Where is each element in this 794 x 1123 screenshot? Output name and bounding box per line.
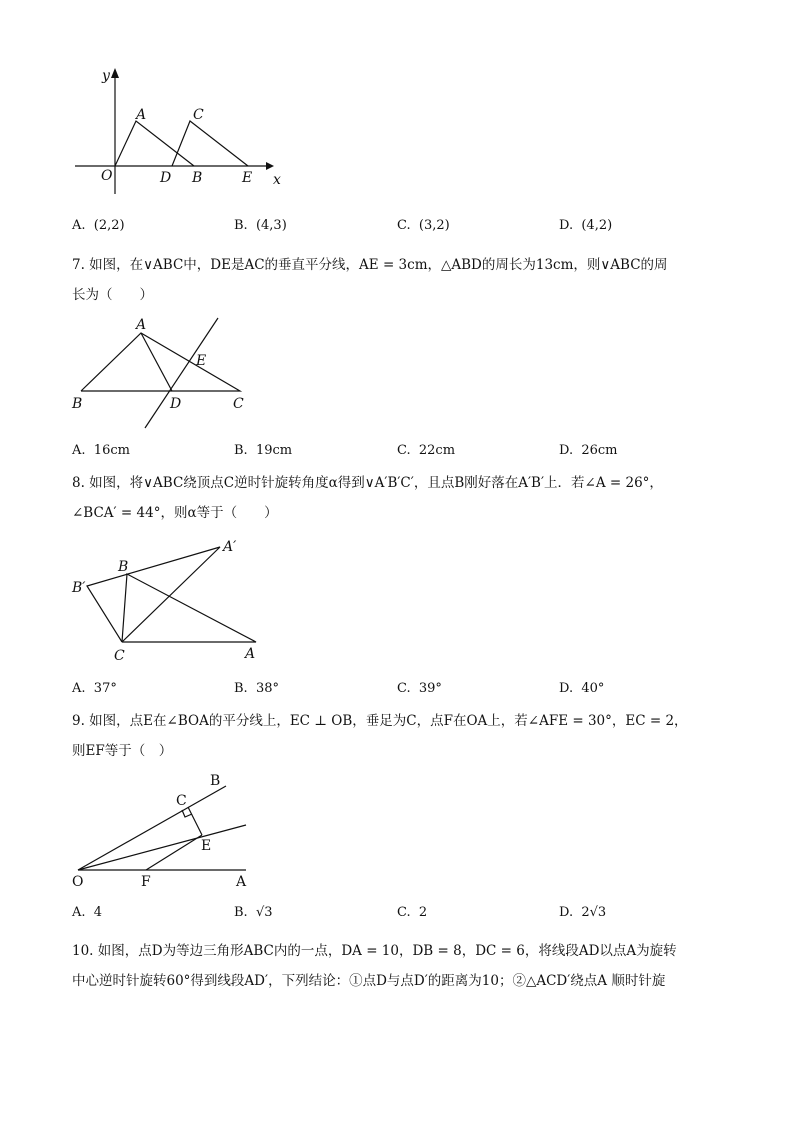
option-value: 16cm	[93, 443, 130, 458]
label-a: A	[136, 107, 147, 123]
option-value: 4	[93, 905, 103, 920]
option-value: 2	[418, 905, 428, 920]
q9-stem-line2: 则EF等于（ ）	[72, 743, 173, 759]
segment-ec	[188, 807, 202, 835]
triangle-oab	[115, 121, 194, 166]
option-letter: D.	[559, 443, 574, 458]
q6-option-a[interactable]	[72, 218, 125, 233]
label-d: D	[170, 396, 182, 412]
label-b: B	[192, 170, 203, 186]
q8-stem-line1: 8. 如图，将∨ABC绕顶点C逆时针旋转角度α得到∨A′B′C′，且点B刚好落在A′B′上．若∠A = 26°，	[72, 475, 663, 491]
option-value: (2,2)	[93, 218, 125, 233]
option-letter: D.	[559, 681, 574, 696]
option-value: (3,2)	[418, 218, 450, 233]
label-f: F	[141, 874, 151, 890]
perpendicular-bisector	[145, 318, 218, 428]
option-letter: D.	[559, 905, 574, 920]
q7-option-c[interactable]	[397, 443, 455, 458]
label-y: y	[102, 68, 110, 84]
q8-option-d[interactable]	[559, 681, 604, 696]
q10-stem-line2: 中心逆时针旋转60°得到线段AD′，下列结论：①点D与点D′的距离为10；②△ACD′绕点A 顺时针旋	[72, 973, 666, 989]
q9-option-a[interactable]	[72, 905, 102, 920]
q6-option-c[interactable]	[397, 218, 450, 233]
option-letter: B.	[234, 443, 248, 458]
option-letter: C.	[397, 218, 411, 233]
triangle-abc	[81, 333, 240, 391]
option-value: 26cm	[581, 443, 618, 458]
option-letter: C.	[397, 443, 411, 458]
y-axis-arrow	[111, 68, 119, 78]
q7-option-d[interactable]	[559, 443, 618, 458]
option-value: √3	[255, 905, 273, 920]
q6-option-d[interactable]	[559, 218, 612, 233]
label-o: O	[101, 168, 113, 184]
q8-rotation-figure	[70, 536, 270, 666]
q9-angle-bisector-figure	[70, 770, 260, 890]
label-b: B	[72, 396, 83, 412]
q7-option-a[interactable]	[72, 443, 130, 458]
option-value: (4,3)	[255, 218, 287, 233]
ray-ob	[78, 786, 226, 870]
label-b-prime: B′	[72, 580, 86, 596]
label-c: C	[176, 793, 187, 809]
option-letter: A.	[72, 681, 86, 696]
label-e: E	[242, 170, 253, 186]
q8-stem-line2: ∠BCA′ = 44°，则α等于（ ）	[72, 505, 278, 521]
option-value: 39°	[418, 681, 442, 696]
x-axis-arrow	[266, 162, 274, 170]
label-a: A	[245, 646, 256, 662]
option-letter: A.	[72, 443, 86, 458]
q6-option-b[interactable]	[234, 218, 287, 233]
segment-ef	[146, 835, 202, 870]
q7-option-b[interactable]	[234, 443, 292, 458]
label-b: B	[118, 559, 129, 575]
option-value: (4,2)	[581, 218, 613, 233]
triangle-a1b1c	[87, 547, 220, 642]
q9-option-b[interactable]	[234, 905, 273, 920]
label-c: C	[193, 107, 204, 123]
label-e: E	[201, 838, 212, 854]
option-value: 40°	[581, 681, 605, 696]
option-letter: B.	[234, 218, 248, 233]
option-value: 38°	[255, 681, 279, 696]
q9-option-c[interactable]	[397, 905, 427, 920]
q9-stem-line1: 9. 如图，点E在∠BOA的平分线上，EC ⊥ OB，垂足为C，点F在OA上，若∠AFE = 30°，EC = 2，	[72, 713, 688, 729]
q7-stem-line2: 长为（ ）	[72, 287, 153, 303]
label-o: O	[72, 874, 84, 890]
q7-triangle-figure	[70, 314, 260, 432]
q8-option-c[interactable]	[397, 681, 442, 696]
option-letter: C.	[397, 905, 411, 920]
option-value: 22cm	[418, 443, 456, 458]
option-letter: A.	[72, 905, 86, 920]
option-value: 37°	[93, 681, 117, 696]
q8-option-a[interactable]	[72, 681, 117, 696]
label-e: E	[196, 353, 207, 369]
q6-coordinate-figure	[70, 62, 290, 192]
q10-stem-line1: 10. 如图，点D为等边三角形ABC内的一点，DA = 10，DB = 8，DC = 6，将线段AD以点A为旋转	[72, 943, 677, 959]
option-letter: C.	[397, 681, 411, 696]
label-d: D	[160, 170, 172, 186]
option-value: 2√3	[581, 905, 607, 920]
label-c: C	[114, 648, 125, 664]
q8-option-b[interactable]	[234, 681, 279, 696]
triangle-abc	[122, 574, 256, 642]
q7-stem-line1: 7. 如图，在∨ABC中，DE是AC的垂直平分线，AE = 3cm，△ABD的周长为13cm，则∨ABC的周	[72, 257, 668, 273]
option-value: 19cm	[255, 443, 293, 458]
option-letter: A.	[72, 218, 86, 233]
label-a: A	[136, 317, 147, 333]
option-letter: B.	[234, 681, 248, 696]
label-x: x	[273, 172, 281, 188]
option-letter: D.	[559, 218, 574, 233]
triangle-dce	[172, 121, 248, 166]
angle-bisector	[78, 825, 246, 870]
option-letter: B.	[234, 905, 248, 920]
label-a: A	[236, 874, 247, 890]
label-c: C	[233, 396, 244, 412]
label-b: B	[210, 773, 221, 789]
label-a-prime: A′	[223, 539, 237, 555]
q9-option-d[interactable]	[559, 905, 606, 920]
